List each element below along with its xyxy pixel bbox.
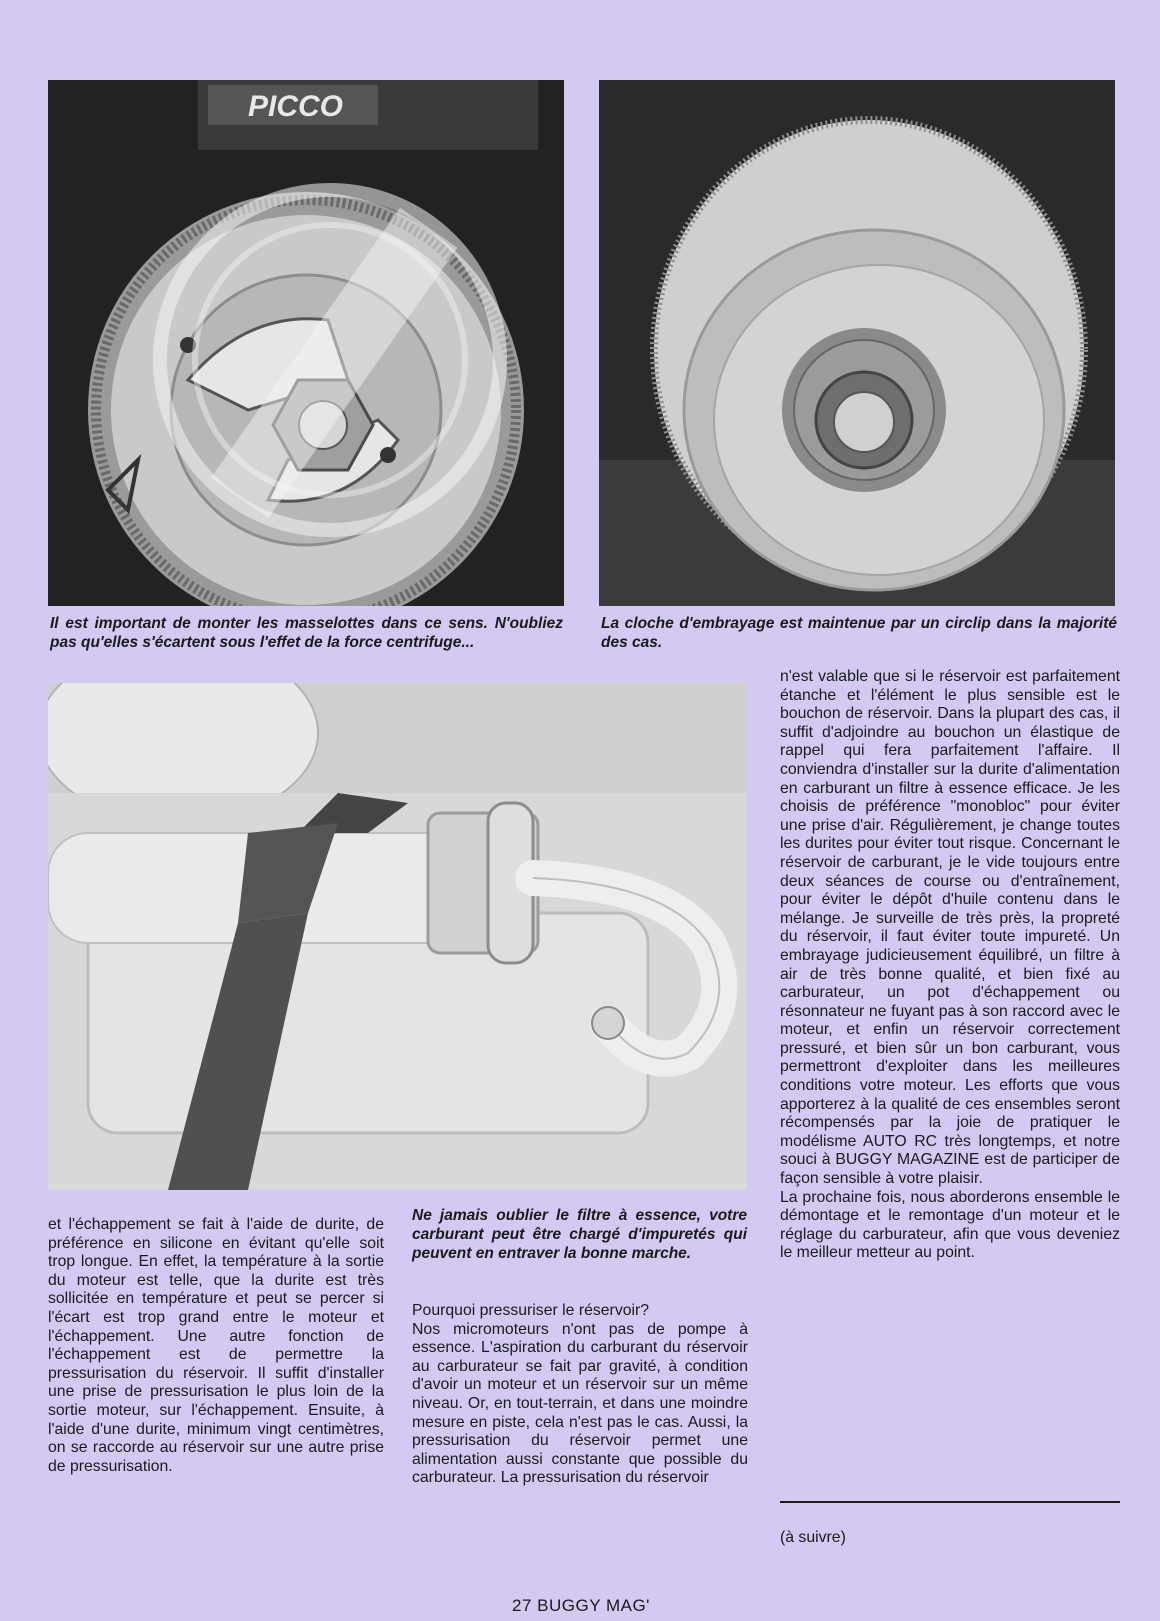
fuel-filter-photo	[48, 683, 747, 1190]
article-left-column	[48, 1216, 384, 1476]
right-column-paragraph-2: La prochaine fois, nous aborderons ensemble le démontage et le remontage d'un moteur et le réglage du carburateur, afin que vous deveniez le meilleur metteur au point.	[780, 1188, 1120, 1262]
watermark-stamp	[110, 140, 550, 580]
caption-fuel-filter: Ne jamais oublier le filtre à essence, votre carburant peut être chargé d'impuretés qui peuvent en entraver la bonne marche.	[412, 1207, 747, 1262]
middle-column-heading: Pourquoi pressuriser le réservoir?	[412, 1302, 650, 1319]
clutch-bell-photo	[599, 80, 1115, 606]
left-column-text: et l'échappement se fait à l'aide de durite, de préférence en silicone en évitant qu'elle soit trop longue. En effet, la température à la sortie du moteur est telle, que la durite est très sollicitée en température et peut se percer si l'écart est trop grand entre le moteur et l'échappement. Une autre fonction de l'échappement est de permettre la pressurisation du réservoir. Il suffit d'installer une prise de pressurisation le plus loin de la sortie moteur, sur l'échappement. Ensuite, à l'aide d'une durite, minimum vingt centimètres, on se raccorde au réservoir sur une autre prise de pressurisation.	[48, 1216, 384, 1475]
engine-brand-label: PICCO	[248, 90, 344, 123]
clutch-bell-illustration	[599, 80, 1115, 606]
caption-clutch-bell: La cloche d'embrayage est maintenue par un circlip dans la majorité des cas.	[601, 615, 1117, 651]
right-column-paragraph-1: n'est valable que si le réservoir est parfaitement étanche et l'élément le plus sensible est le bouchon de réservoir. Dans la plupart des cas, il suffit d'adjoindre au bouchon un élastique de rappel qui fera parfaitement l'affaire. Il conviendra d'installer sur la durite d'alimentation en carburant un filtre à essence efficace. Je les choisis de préférence "monobloc" pour éviter une prise d'air. Régulièrement, je change toutes les durites pour éviter tout risque. Concernant le réservoir de carburant, je le vide toujours entre deux séances de course ou d'entraînement, pour éviter le dépôt d'huile contenu dans le mélange. Je surveille de très près, la propreté du réservoir, il faut éviter toute impureté. Un embrayage judicieusement équilibré, un filtre à air de très bonne qualité, et bien fixé au carburateur, un pot d'échappement ou résonnateur ne fuyant pas à son raccord avec le moteur, et enfin un réservoir correctement pressuré, et bien sûr un bon carburant, vous permettront d'exploiter dans les meilleures conditions votre moteur. Les efforts que vous apporterez à la qualité de ces ensembles seront récompensés par la joie de pratiquer le modélisme AUTO RC très longtemps, et notre souci à BUGGY MAGAZINE est de participer de façon sensible à votre plaisir.	[780, 668, 1120, 1188]
article-middle-column	[412, 1302, 748, 1488]
closing-rule	[780, 1501, 1120, 1503]
caption-clutch-weights: Il est important de monter les masselottes dans ce sens. N'oubliez pas qu'elles s'écartent sous l'effet de la force centrifuge...	[50, 615, 563, 651]
article-right-column	[780, 668, 1120, 1263]
to-be-continued: (à suivre)	[780, 1529, 846, 1546]
middle-column-text: Nos micromoteurs n'ont pas de pompe à essence. L'aspiration du carburant du réservoir au carburateur se fait par gravité, à condition d'avoir un moteur et un réservoir sur un même niveau. Or, en tout-terrain, et dans une moindre mesure en piste, cela n'est pas le cas. Aussi, la pressurisation du réservoir permet une alimentation aussi constante que possible du carburateur. La pressurisation du réservoir	[412, 1320, 748, 1487]
page-footer: 27 BUGGY MAG'	[512, 1596, 650, 1615]
fuel-filter-illustration	[48, 683, 747, 1190]
